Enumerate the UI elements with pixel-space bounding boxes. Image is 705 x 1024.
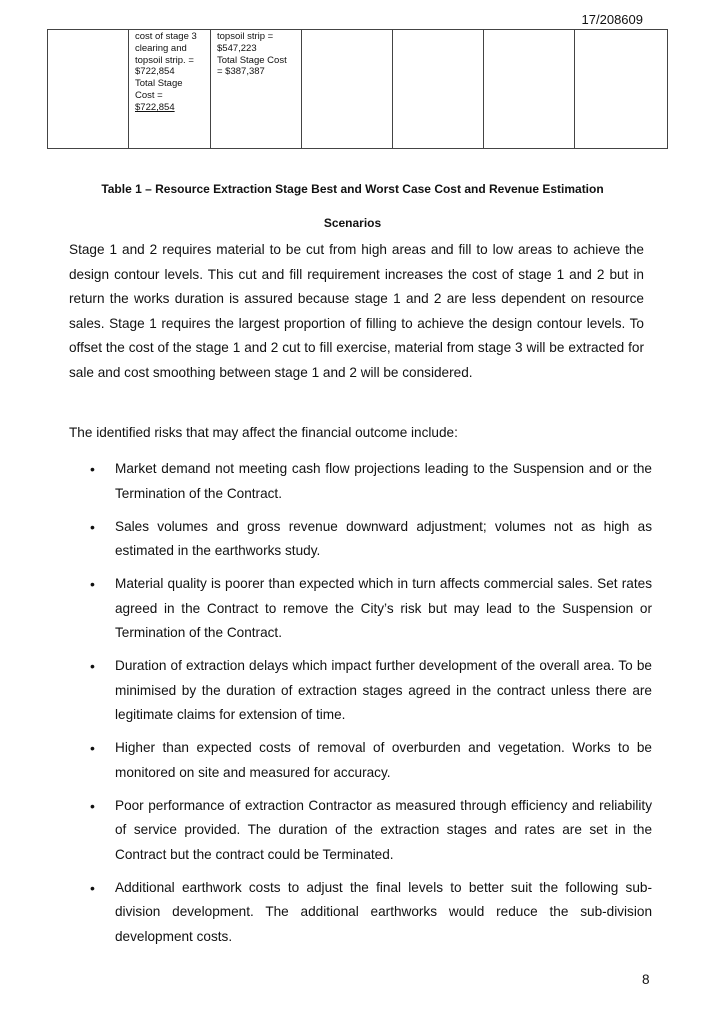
bullet-icon: • [90, 518, 95, 535]
caption-line-2: Scenarios [323, 216, 382, 230]
body-paragraph: Stage 1 and 2 requires material to be cut from high areas and fill to low areas to achieve the design contour levels. This cut and fill requirement increases the cost of stage 1 and 2 but in return the works duration is assured because stage 1 and 2 are less dependent on resource sales. Stage 1 requires the largest proportion of filling to achieve the design contour levels. To offset the cost of the stage 1 and 2 cut to fill exercise, material from stage 3 will be extracted for sale and cost smoothing between stage 1 and 2 will be considered. [69, 242, 644, 380]
bullet-icon: • [90, 658, 95, 674]
bullet-icon: • [90, 740, 95, 756]
total-stage-cost-value: $722,854 [135, 101, 175, 113]
risk-text: Additional earthwork costs to adjust the final levels to better suit the following sub-division development. The additional earthworks would reduce the sub-division development costs. [115, 879, 652, 944]
table-cell-stage3-cost: cost of stage 3 clearing and topsoil strip. = $722,854 Total Stage Cost = $722,854 [129, 30, 211, 149]
table-row [48, 30, 668, 149]
list-item [69, 457, 652, 506]
risks-list [69, 457, 652, 958]
risk-text: Higher than expected costs of removal of overburden and vegetation. Works to be monitored on site and measured for accuracy. [115, 740, 652, 780]
table-cell-topsoil-cost: topsoil strip = $547,223 Total Stage Cost = $387,387 [211, 30, 302, 149]
caption-line-1: Table 1 – Resource Extraction Stage Best and Worst Case Cost and Revenue Estimation [101, 182, 604, 196]
cost-table-continuation [47, 29, 668, 149]
table-cell-empty [393, 30, 484, 149]
list-item [69, 736, 652, 785]
table-caption [60, 172, 645, 240]
risk-text: Duration of extraction delays which impact further development of the overall area. To be minimised by the duration of extraction stages agreed in the contract unless there are legitimate claims for extension of time. [115, 658, 652, 722]
document-reference: 17/208609 [581, 12, 643, 27]
table-cell-empty [484, 30, 575, 149]
bullet-icon: • [90, 879, 95, 896]
list-item [69, 654, 652, 728]
risk-text: Poor performance of extraction Contractor as measured through efficiency and reliability of service provided. The duration of the extraction stages and rates are set in the Contract but the contract could be Terminated. [115, 797, 652, 862]
table-cell-empty [48, 30, 129, 149]
bullet-icon: • [90, 797, 95, 814]
list-item [69, 572, 652, 646]
risks-intro: The identified risks that may affect the financial outcome include: [69, 425, 458, 440]
risk-text: Material quality is poorer than expected which in turn affects commercial sales. Set rates agreed in the Contract to remove the City’s risk but may lead to the Suspension or Termination of the Contract. [115, 576, 652, 640]
list-item [69, 794, 652, 868]
table-cell-empty [575, 30, 668, 149]
list-item [69, 876, 652, 950]
bullet-icon: • [90, 461, 95, 477]
table-cell-empty [302, 30, 393, 149]
risk-text: Sales volumes and gross revenue downward adjustment; volumes not as high as estimated in the earthworks study. [115, 518, 652, 558]
list-item [69, 515, 652, 564]
page-number: 8 [642, 972, 650, 987]
bullet-icon: • [90, 576, 95, 592]
risk-text: Market demand not meeting cash flow projections leading to the Suspension and or the Termination of the Contract. [115, 461, 652, 501]
